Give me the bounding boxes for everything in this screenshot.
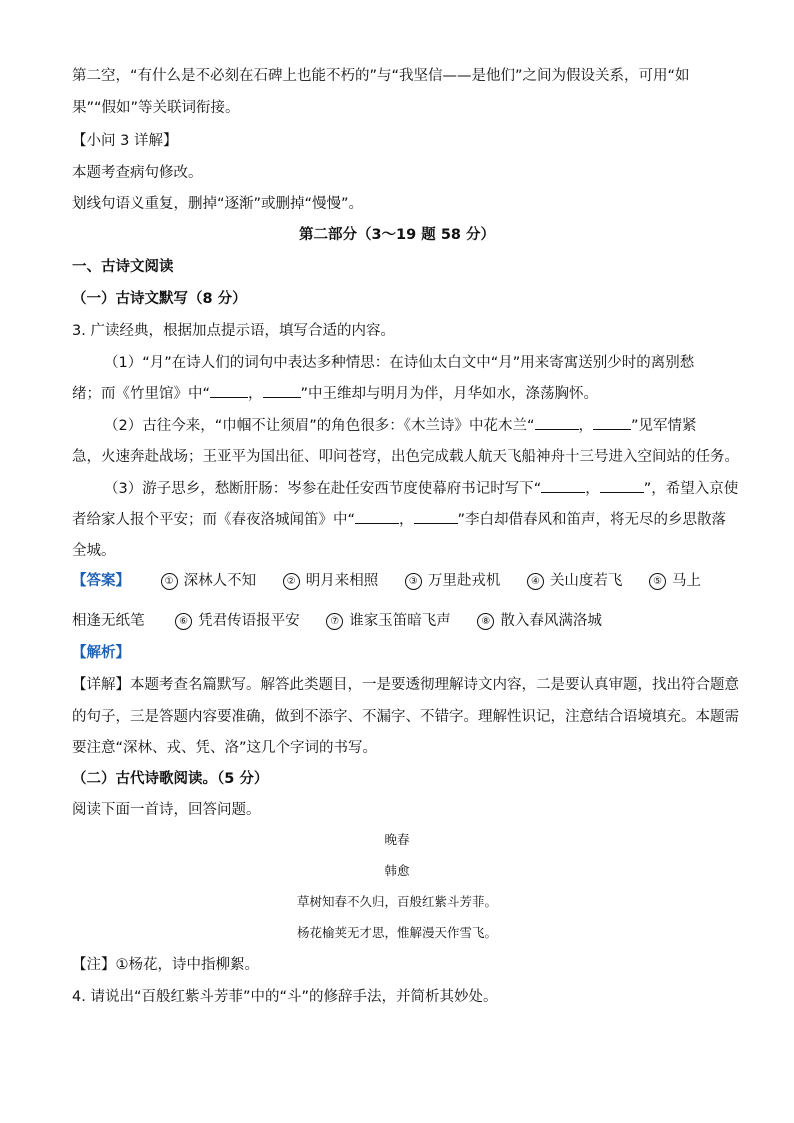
q3-2-line: 急，火速奔赴战场；王亚平为国出征、叩问苍穹，出色完成载人航天飞船神舟十三号进入空间站的任务。 xyxy=(72,449,739,465)
section1-title: 一、古诗文阅读 xyxy=(72,259,174,275)
answer-item: ② 明月来相照 xyxy=(283,569,379,590)
answer-blank[interactable] xyxy=(535,415,579,430)
answer-blank[interactable] xyxy=(600,478,644,493)
poem-line: 杨花榆荚无才思，惟解漫天作雪飞。 xyxy=(296,925,497,940)
q3-stem: 3. 广读经典，根据加点提示语，填写合适的内容。 xyxy=(72,323,395,339)
answer-row xyxy=(72,569,701,590)
answer-row xyxy=(72,609,624,630)
q3-3-line: 全城。 xyxy=(72,543,116,559)
answer-blank[interactable] xyxy=(414,509,458,524)
answer-item: ⑧ 散入春风满洛城 xyxy=(477,609,602,630)
answer-blank[interactable] xyxy=(355,509,399,524)
poem-note: 【注】①杨花，诗中指柳絮。 xyxy=(72,957,259,973)
q3-1-line: 绪；而《竹里馆》中“ ， ”中王维却与明月为伴，月华如水，涤荡胸怀。 xyxy=(72,382,598,403)
poem-author: 韩愈 xyxy=(384,863,410,878)
answer-blank[interactable] xyxy=(593,415,631,430)
paragraph-line: 第二空，“有什么是不必刻在石碑上也能不朽的”与“我坚信——是他们”之间为假设关系，可用“如 xyxy=(72,68,690,84)
answer-blank[interactable] xyxy=(210,383,248,398)
answer-item: ③ 万里赴戎机 xyxy=(405,569,501,590)
q3-3-line: 者给家人报个平安；而《春夜洛城闻笛》中“ ， ”李白却借春风和笛声，将无尽的乡思散落 xyxy=(72,508,726,529)
q3-detail-text: 划线句语义重复，删掉“逐渐”或删掉“慢慢”。 xyxy=(72,196,364,212)
q3-detail-text: 本题考查病句修改。 xyxy=(72,165,203,181)
answer-label: 【答案】 xyxy=(72,573,130,589)
paragraph-line: 果”“假如”等关联词衔接。 xyxy=(72,100,240,116)
question-4: 4. 请说出“百般红紫斗芳菲”中的“斗”的修辞手法，并简析其妙处。 xyxy=(72,989,498,1005)
part2-title: 第二部分（3～19 题 58 分） xyxy=(298,227,496,243)
answer-item: 相逢无纸笔 xyxy=(72,613,145,629)
detail-line: 的句子，三是答题内容要准确，做到不添字、不漏字、不错字。理解性识记，注意结合语境填充。本题需 xyxy=(72,709,739,725)
q3-detail-label: 【小问 3 详解】 xyxy=(72,133,178,149)
sub2-instruction: 阅读下面一首诗，回答问题。 xyxy=(72,802,261,818)
answer-item: ④ 关山度若飞 xyxy=(527,569,623,590)
sub2-title: （二）古代诗歌阅读。（5 分） xyxy=(72,771,269,787)
analysis-label: 【解析】 xyxy=(72,645,130,661)
q3-1-line: （1）“月”在诗人们的词句中表达多种情思：在诗仙太白文中“月”用来寄寓送别少时的离别愁 xyxy=(104,355,695,371)
answer-blank[interactable] xyxy=(541,478,585,493)
detail-line: 【详解】本题考查名篇默写。解答此类题目，一是要透彻理解诗文内容，二是要认真审题，找出符合题意 xyxy=(72,677,739,693)
poem-title: 晚春 xyxy=(384,832,410,847)
poem-line: 草树知春不久归，百般红紫斗芳菲。 xyxy=(296,894,497,909)
sub1-title: （一）古诗文默写（8 分） xyxy=(72,291,247,307)
answer-item: ⑥ 凭君传语报平安 xyxy=(175,609,300,630)
answer-item: ⑤ 马上 xyxy=(649,569,701,590)
answer-blank[interactable] xyxy=(263,383,301,398)
q3-2-line: （2）古往今来，“巾帼不让须眉”的角色很多：《木兰诗》中花木兰“ ， ”见军情紧 xyxy=(104,414,697,435)
answer-item: ① 深林人不知 xyxy=(161,569,257,590)
q3-3-line: （3）游子思乡，愁断肝肠：岑参在赴任安西节度使幕府书记时写下“ ， ”，希望入京使 xyxy=(104,477,738,498)
detail-line: 要注意“深林、戎、凭、洛”这几个字词的书写。 xyxy=(72,740,378,756)
answer-item: ⑦ 谁家玉笛暗飞声 xyxy=(326,609,451,630)
